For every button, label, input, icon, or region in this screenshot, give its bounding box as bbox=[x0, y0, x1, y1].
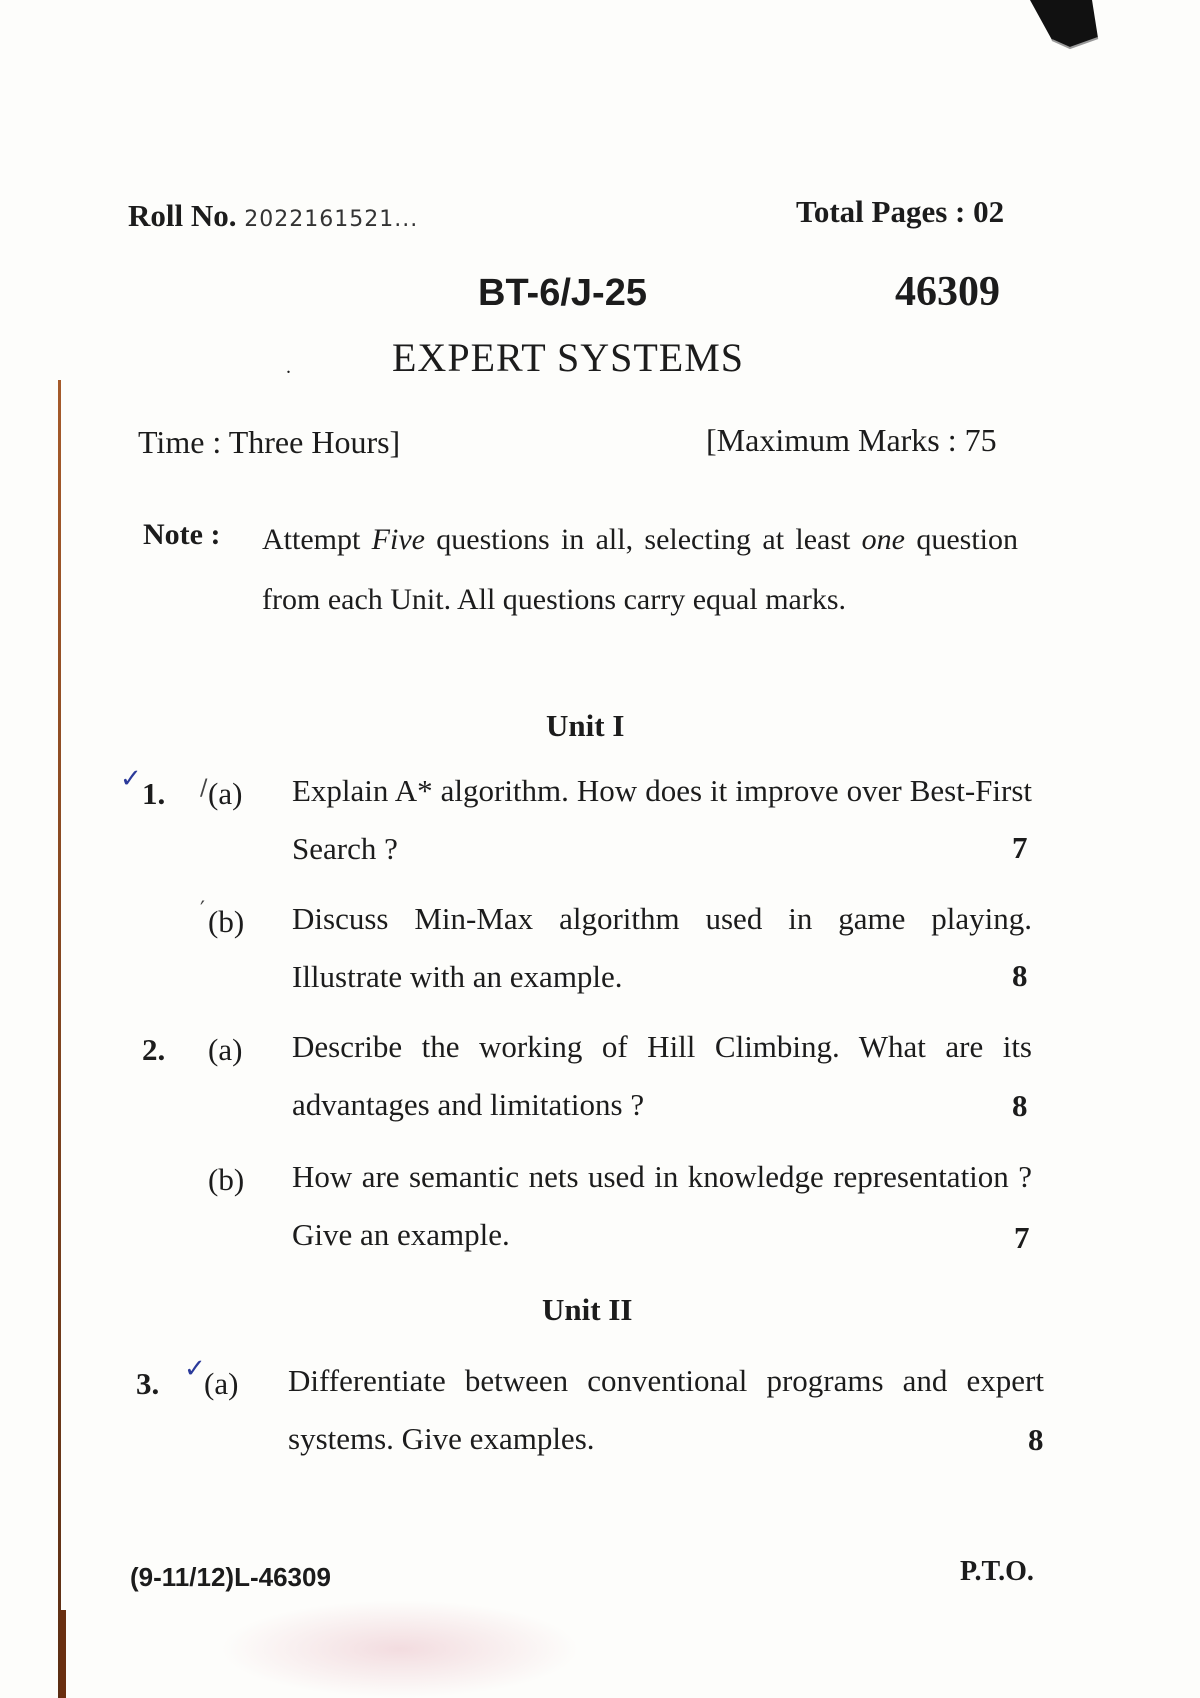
footer-code: (9-11/12)L-46309 bbox=[130, 1562, 331, 1592]
tick-mark-icon: / bbox=[200, 776, 208, 801]
note-label: Note : bbox=[143, 518, 221, 551]
question-text-1b: Discuss Min-Max algorithm used in game playing. Illustrate with an example. bbox=[292, 901, 1032, 994]
question-number-1: 1. bbox=[142, 776, 166, 811]
question-marks-3a: 8 bbox=[1028, 1422, 1044, 1457]
question-marks-2a: 8 bbox=[1012, 1088, 1028, 1123]
question-text-2a: Describe the working of Hill Climbing. What are its advantages and limitations ? bbox=[292, 1029, 1032, 1122]
subject-title: EXPERT SYSTEMS bbox=[392, 335, 745, 380]
exam-time: Time : Three Hours] bbox=[138, 424, 401, 460]
question-marks-2b: 7 bbox=[1014, 1220, 1030, 1255]
scan-edge-shadow bbox=[58, 380, 61, 1698]
question-text-2b: How are semantic nets used in knowledge representation ? Give an example. bbox=[292, 1159, 1032, 1252]
question-text-1a: Explain A* algorithm. How does it improve over Best-First Search ? bbox=[292, 773, 1032, 866]
folded-corner-icon bbox=[1030, 0, 1100, 50]
note-emphasis-five: Five bbox=[371, 523, 425, 556]
question-number-3: 3. bbox=[136, 1366, 160, 1401]
roll-number bbox=[128, 198, 418, 234]
question-marks-1b: 8 bbox=[1012, 958, 1028, 993]
question-part-1a: (a) bbox=[208, 776, 243, 811]
note-text: Attempt Five questions in all, selecting at least one question from each Unit. All questions carry equal marks. bbox=[262, 523, 1018, 616]
roll-label: Roll No. bbox=[128, 198, 237, 233]
page-turn-over: P.T.O. bbox=[960, 1556, 1034, 1587]
unit-heading-1: Unit I bbox=[546, 708, 625, 743]
roll-value: 2022161521... bbox=[244, 207, 419, 232]
stray-dot: . bbox=[286, 356, 291, 378]
maximum-marks: [Maximum Marks : 75 bbox=[706, 422, 997, 458]
tick-mark-icon: ′ bbox=[200, 898, 205, 923]
question-paper-code: 46309 bbox=[895, 269, 1000, 315]
note-emphasis-one: one bbox=[861, 523, 905, 556]
scan-edge-mark bbox=[60, 1610, 66, 1698]
unit-heading-2: Unit II bbox=[542, 1292, 633, 1327]
total-pages: Total Pages : 02 bbox=[796, 194, 1005, 229]
paper-code: BT-6/J-25 bbox=[478, 272, 647, 314]
question-part-2b: (b) bbox=[208, 1162, 245, 1197]
question-text-3a: Differentiate between conventional programs and expert systems. Give examples. bbox=[288, 1363, 1044, 1456]
tick-mark-icon: ✓ bbox=[120, 764, 142, 794]
question-part-1b: (b) bbox=[208, 904, 245, 939]
tick-mark-icon: ✓ bbox=[184, 1354, 206, 1384]
question-marks-1a: 7 bbox=[1012, 830, 1028, 865]
question-number-2: 2. bbox=[142, 1032, 166, 1067]
scan-stain bbox=[220, 1600, 580, 1698]
question-part-2a: (a) bbox=[208, 1032, 243, 1067]
question-part-3a: (a) bbox=[204, 1366, 239, 1401]
